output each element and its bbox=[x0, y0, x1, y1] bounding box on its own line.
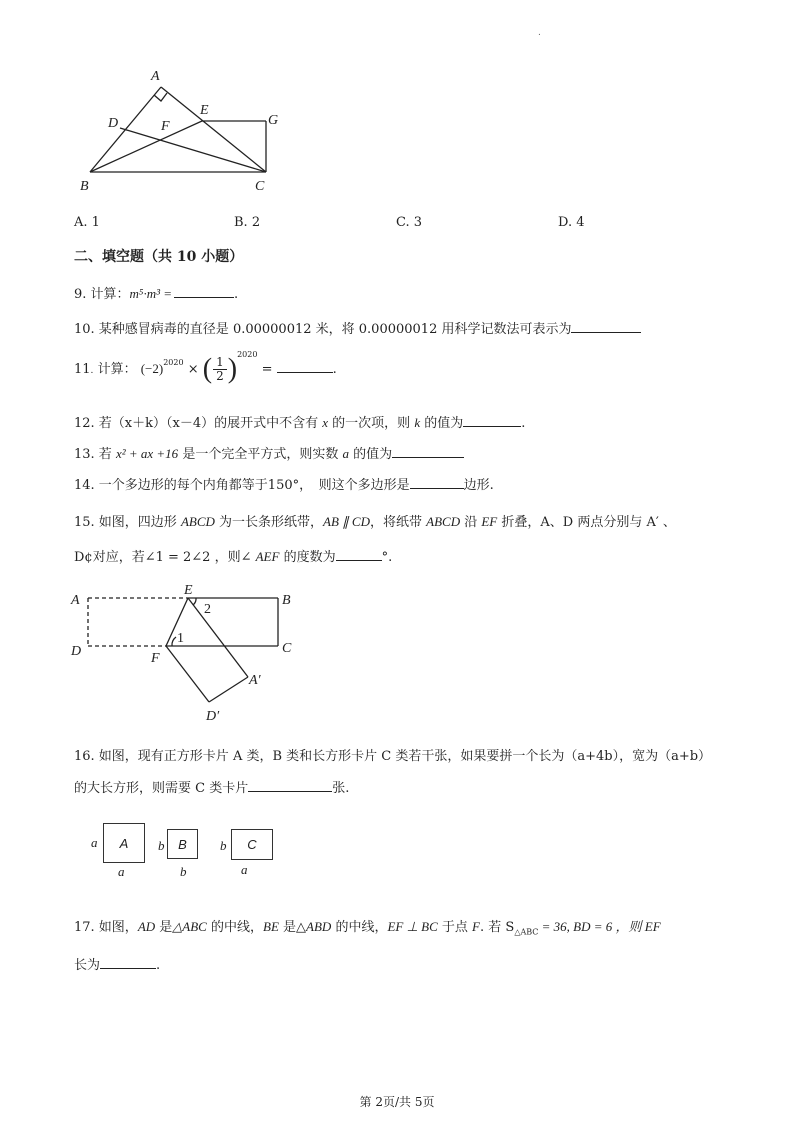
q17-ad: AD bbox=[137, 919, 156, 934]
q15-text: 折叠，A、D 两点分别与 A′ 、 bbox=[497, 515, 676, 530]
label-A: A bbox=[151, 69, 160, 84]
card-c-side: b bbox=[220, 838, 227, 853]
q12-text-a: 12. 若（x＋k）（x－4）的展开式中不含有 bbox=[74, 416, 323, 431]
label-F: F bbox=[151, 651, 160, 666]
card-b-label: B bbox=[178, 836, 187, 852]
q17-abd: ABD bbox=[306, 919, 332, 934]
label-C: C bbox=[282, 641, 292, 656]
q11-prefix: 计算： bbox=[97, 362, 137, 377]
q11-exp2: 2020 bbox=[237, 350, 258, 359]
q15-text: ，将纸带 bbox=[370, 515, 427, 530]
q15-ef: EF bbox=[481, 514, 498, 529]
question-16-line2 bbox=[74, 777, 349, 796]
card-a-label: A bbox=[119, 835, 129, 851]
card-a bbox=[103, 823, 145, 863]
question-17-line1 bbox=[74, 916, 661, 937]
q17-f: F bbox=[472, 919, 480, 934]
q15-abcd: ABCD bbox=[426, 514, 461, 529]
q12-x: x bbox=[322, 415, 329, 430]
label-2: 2 bbox=[204, 602, 211, 617]
label-A-prime: A′ bbox=[249, 673, 261, 688]
q15-figure bbox=[66, 580, 306, 725]
question-15-line2 bbox=[74, 546, 392, 565]
q17-efbc: EF ⊥ BC bbox=[387, 919, 438, 934]
q17-text: 的中线， bbox=[331, 920, 388, 935]
label-B: B bbox=[282, 593, 291, 608]
question-14 bbox=[74, 474, 494, 493]
q15-text: 的度数为 bbox=[279, 550, 336, 565]
q17-text: . bbox=[156, 958, 161, 973]
header-mark: . bbox=[538, 28, 541, 38]
question-9: 9. 计算：m⁵·m³ = . bbox=[74, 286, 239, 302]
q17-sub: △ABC bbox=[514, 927, 539, 937]
answer-blank[interactable] bbox=[392, 445, 464, 458]
answer-blank[interactable] bbox=[571, 320, 641, 333]
frac-den: 2 bbox=[216, 369, 224, 383]
q17-text: 于点 bbox=[437, 920, 473, 935]
q14-text-a: 14. 一个多边形的每个内角都等于150°， 则这个多边形是 bbox=[74, 478, 410, 493]
label-F: F bbox=[161, 119, 170, 134]
q11-base: (−2) bbox=[140, 361, 164, 376]
question-12: 12. 若（x＋k）（x－4）的展开式中不含有 x 的一次项，则 k 的值为 . bbox=[74, 415, 526, 431]
q9-expr: m⁵·m³ = bbox=[129, 286, 173, 301]
label-1: 1 bbox=[177, 631, 184, 646]
q11-eq: = bbox=[261, 362, 273, 377]
q11-fraction bbox=[213, 356, 227, 383]
option-d: D. 4 bbox=[558, 215, 585, 230]
q17-ef: EF bbox=[644, 919, 661, 934]
q17-text: . 若 S bbox=[480, 920, 515, 935]
question-10 bbox=[74, 318, 641, 337]
card-b bbox=[167, 829, 198, 859]
question-17-line2 bbox=[74, 954, 160, 973]
q17-text: 17. 如图， bbox=[74, 920, 138, 935]
question-16-line1: 16. 如图，现有正方形卡片 A 类，B 类和长方形卡片 C 类若干张，如果要拼一个长为（a+4b），宽为（a+b） bbox=[74, 749, 712, 764]
question-13 bbox=[74, 443, 464, 462]
label-D: D bbox=[108, 116, 119, 131]
answer-blank[interactable] bbox=[248, 779, 332, 792]
answer-blank[interactable] bbox=[174, 285, 234, 298]
card-a-side: a bbox=[91, 835, 98, 850]
q11-times: × bbox=[187, 362, 199, 377]
label-C: C bbox=[255, 179, 265, 194]
label-G: G bbox=[268, 113, 279, 128]
q15-text: °. bbox=[381, 550, 393, 565]
q12-k: k bbox=[414, 415, 421, 430]
q15-text: D¢对应，若∠1 = 2∠2 ，则∠ bbox=[74, 550, 256, 565]
q15-text: 15. 如图，四边形 bbox=[74, 515, 181, 530]
question-11: 11. 计算： $(-2)^{2020}$ × ( $\frac{1}{2}$ )$^{2020}$ = . bbox=[74, 350, 337, 385]
q12-text-b: 的一次项，则 bbox=[328, 416, 415, 431]
q15-text: 为一长条形纸带， bbox=[214, 515, 324, 530]
option-b: B. 2 bbox=[234, 215, 261, 230]
option-a: A. 1 bbox=[74, 215, 100, 230]
q15-aef: AEF bbox=[255, 549, 280, 564]
q11-num: 11 bbox=[74, 362, 91, 377]
answer-blank[interactable] bbox=[336, 548, 382, 561]
q13-text-a: 13. 若 bbox=[74, 447, 116, 462]
answer-blank[interactable] bbox=[277, 360, 333, 373]
q15-text: 沿 bbox=[460, 515, 482, 530]
q17-text: 长为 bbox=[74, 958, 101, 973]
q17-text: 是△ bbox=[278, 920, 307, 935]
label-D-prime: D′ bbox=[206, 709, 220, 724]
q17-text: 的中线， bbox=[206, 920, 263, 935]
label-E: E bbox=[184, 583, 193, 598]
q17-abc: △ABC bbox=[172, 919, 207, 934]
section-title: 二、填空题（共 10 小题） bbox=[74, 249, 244, 265]
q16-text: 的大长方形，则需要 C 类卡片 bbox=[74, 781, 249, 796]
answer-blank[interactable] bbox=[410, 476, 464, 489]
card-c bbox=[231, 829, 273, 860]
card-b-bottom: b bbox=[180, 864, 187, 879]
page-footer: 第 2页/共 5页 bbox=[359, 1095, 435, 1109]
q13-text-c: 的值为 bbox=[348, 447, 393, 462]
q15-parallel: AB ∥ CD bbox=[323, 514, 370, 529]
q14-text-b: 边形. bbox=[463, 478, 494, 493]
q17-text: = 36, BD = 6 ，则 bbox=[538, 919, 645, 934]
question-15-line1 bbox=[74, 511, 676, 530]
card-c-bottom: a bbox=[241, 862, 248, 877]
q8-figure bbox=[70, 62, 300, 197]
option-c: C. 3 bbox=[396, 215, 423, 230]
q9-prefix: 9. 计算： bbox=[74, 287, 130, 302]
card-b-side: b bbox=[158, 838, 165, 853]
q13-text-b: 是一个完全平方式，则实数 bbox=[178, 447, 343, 462]
label-D: D bbox=[71, 644, 82, 659]
card-a-bottom: a bbox=[118, 864, 125, 879]
card-c-label: C bbox=[247, 837, 257, 852]
label-A: A bbox=[71, 593, 80, 608]
q16-text: 张. bbox=[332, 781, 350, 796]
frac-num: 1 bbox=[213, 356, 227, 370]
q17-text: 是 bbox=[155, 920, 173, 935]
q11-exp: 2020 bbox=[163, 358, 184, 367]
q10-text: 10. 某种感冒病毒的直径是 0.00000012 米，将 0.00000012 用科学记数法可表示为 bbox=[74, 322, 572, 337]
label-B: B bbox=[80, 179, 89, 194]
q15-abcd: ABCD bbox=[180, 514, 215, 529]
q12-text-c: 的值为 bbox=[420, 416, 464, 431]
q13-a: a bbox=[342, 446, 349, 461]
label-E: E bbox=[200, 103, 209, 118]
q13-expr: x² + ax +16 bbox=[115, 446, 179, 461]
answer-blank[interactable] bbox=[100, 956, 156, 969]
answer-blank[interactable] bbox=[463, 414, 521, 427]
q17-be: BE bbox=[263, 919, 279, 934]
